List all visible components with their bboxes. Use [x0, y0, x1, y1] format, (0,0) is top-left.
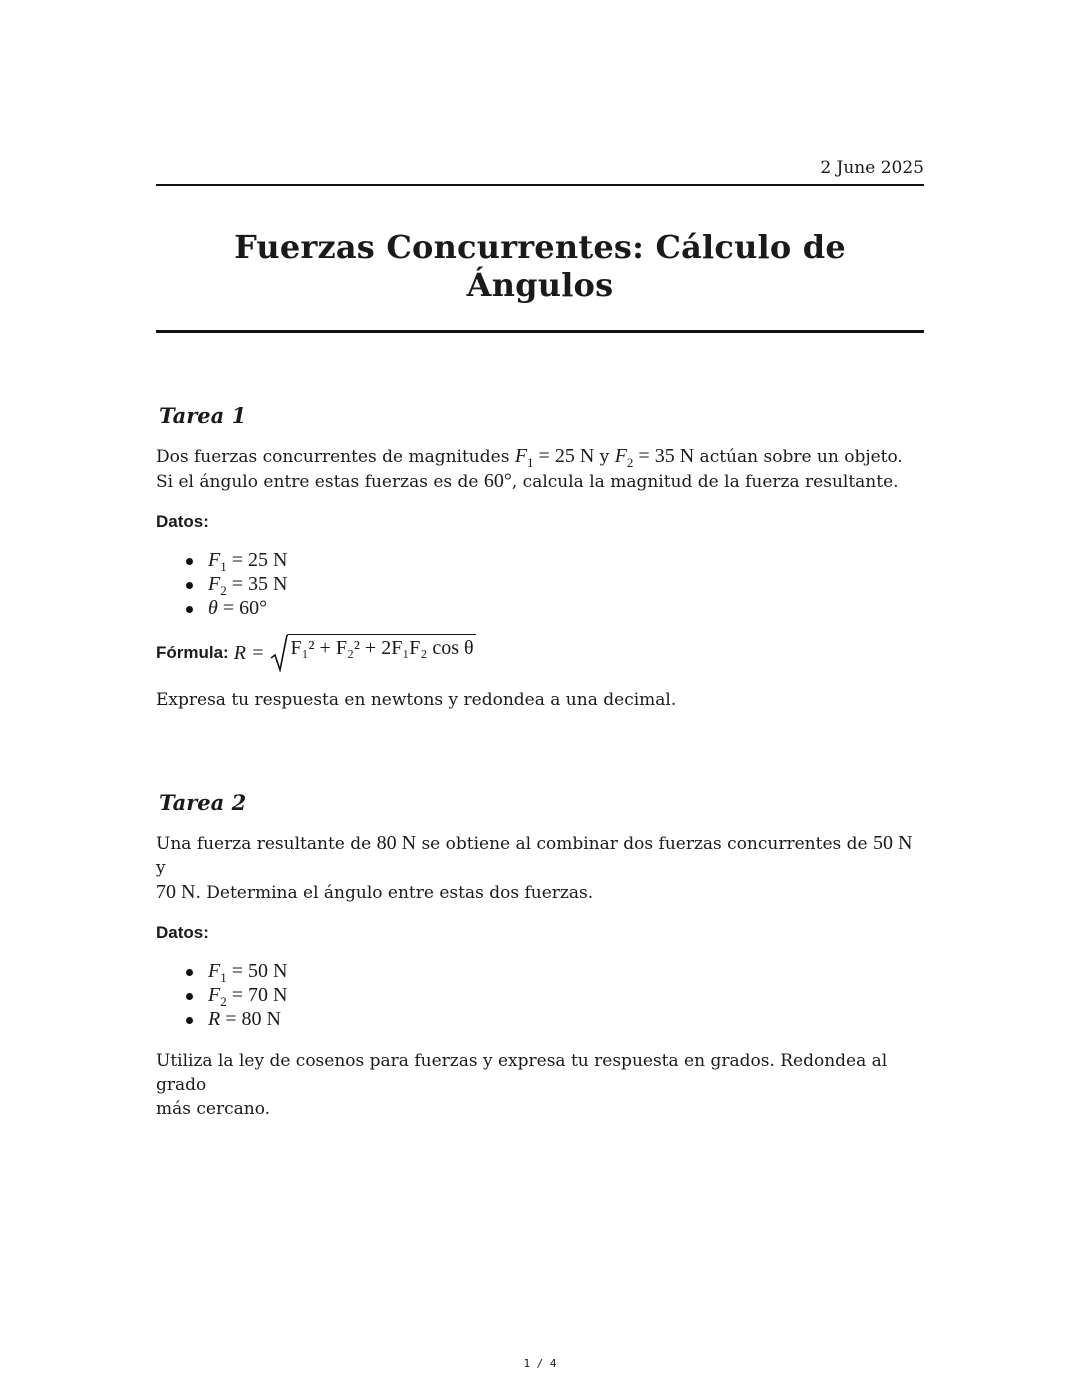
page-title: Fuerzas Concurrentes: Cálculo de Ángulos	[234, 228, 846, 304]
formula-radicand: F₁² + F₂² + 2F₁F₂ cos θ	[288, 634, 475, 672]
task-1-statement	[156, 444, 924, 494]
task-2-datos-list	[156, 959, 924, 1031]
task-1-text: actúan sobre un objeto.	[694, 447, 903, 467]
task-1-datos-list	[156, 548, 924, 620]
task-1	[156, 403, 924, 712]
header-rule	[156, 184, 924, 186]
radical-sign	[270, 634, 288, 672]
document-page	[156, 0, 924, 1397]
task-1-text: y	[594, 447, 615, 467]
list-item: $F_2 = 70$ N	[156, 983, 924, 1007]
task-1-closing: Expresa tu respuesta en newtons y redondea a una decimal.	[156, 690, 677, 710]
task-1-f1: $F_1 = 25$ N	[514, 445, 595, 470]
formula-lhs: R =	[233, 641, 265, 664]
task-1-text: , calcula la magnitud de la fuerza resultante.	[511, 472, 899, 492]
task-2-text: se obtiene al combinar dos fuerzas concurrentes de	[416, 834, 873, 854]
task-2-closing-line-2: más cercano.	[156, 1099, 271, 1119]
task-2-datos-label: Datos:	[156, 923, 209, 942]
task-1-angle: 60°	[483, 470, 512, 492]
formula-label: Fórmula:	[156, 643, 229, 662]
list-item: R = 80 N	[156, 1007, 924, 1031]
task-2-f2: 70 N	[156, 881, 196, 903]
title-rule	[156, 330, 924, 333]
task-2-closing-line-1: Utiliza la ley de cosenos para fuerzas y expresa tu respuesta en grados. Redondea al grado	[156, 1051, 888, 1095]
task-2-r: 80 N	[376, 832, 417, 854]
list-item: $F_2 = 35$ N	[156, 572, 924, 596]
list-item: $F_1 = 25$ N	[156, 548, 924, 572]
task-1-text: Si el ángulo entre estas fuerzas es de	[156, 472, 484, 492]
task-1-datos-label: Datos:	[156, 512, 209, 531]
task-1-formula	[156, 634, 924, 672]
task-1-heading: Tarea 1	[159, 403, 247, 428]
task-2	[156, 790, 924, 1121]
task-2-text: y	[156, 858, 166, 878]
task-1-text: Dos fuerzas concurrentes de magnitudes	[156, 447, 515, 467]
task-2-closing	[156, 1049, 924, 1121]
document-date: 2 June 2025	[820, 158, 924, 178]
task-2-f1: 50 N	[872, 832, 913, 854]
task-2-text: Una fuerza resultante de	[156, 834, 377, 854]
task-2-statement	[156, 831, 924, 905]
list-item: $F_1 = 50$ N	[156, 959, 924, 983]
task-2-text: . Determina el ángulo entre estas dos fuerzas.	[195, 883, 594, 903]
page-number: 1 / 4	[523, 1357, 557, 1370]
task-1-f2: $F_2 = 35$ N	[614, 445, 695, 470]
list-item: θ = 60°	[156, 596, 924, 620]
formula-sqrt	[270, 634, 475, 672]
task-2-heading: Tarea 2	[159, 790, 247, 815]
